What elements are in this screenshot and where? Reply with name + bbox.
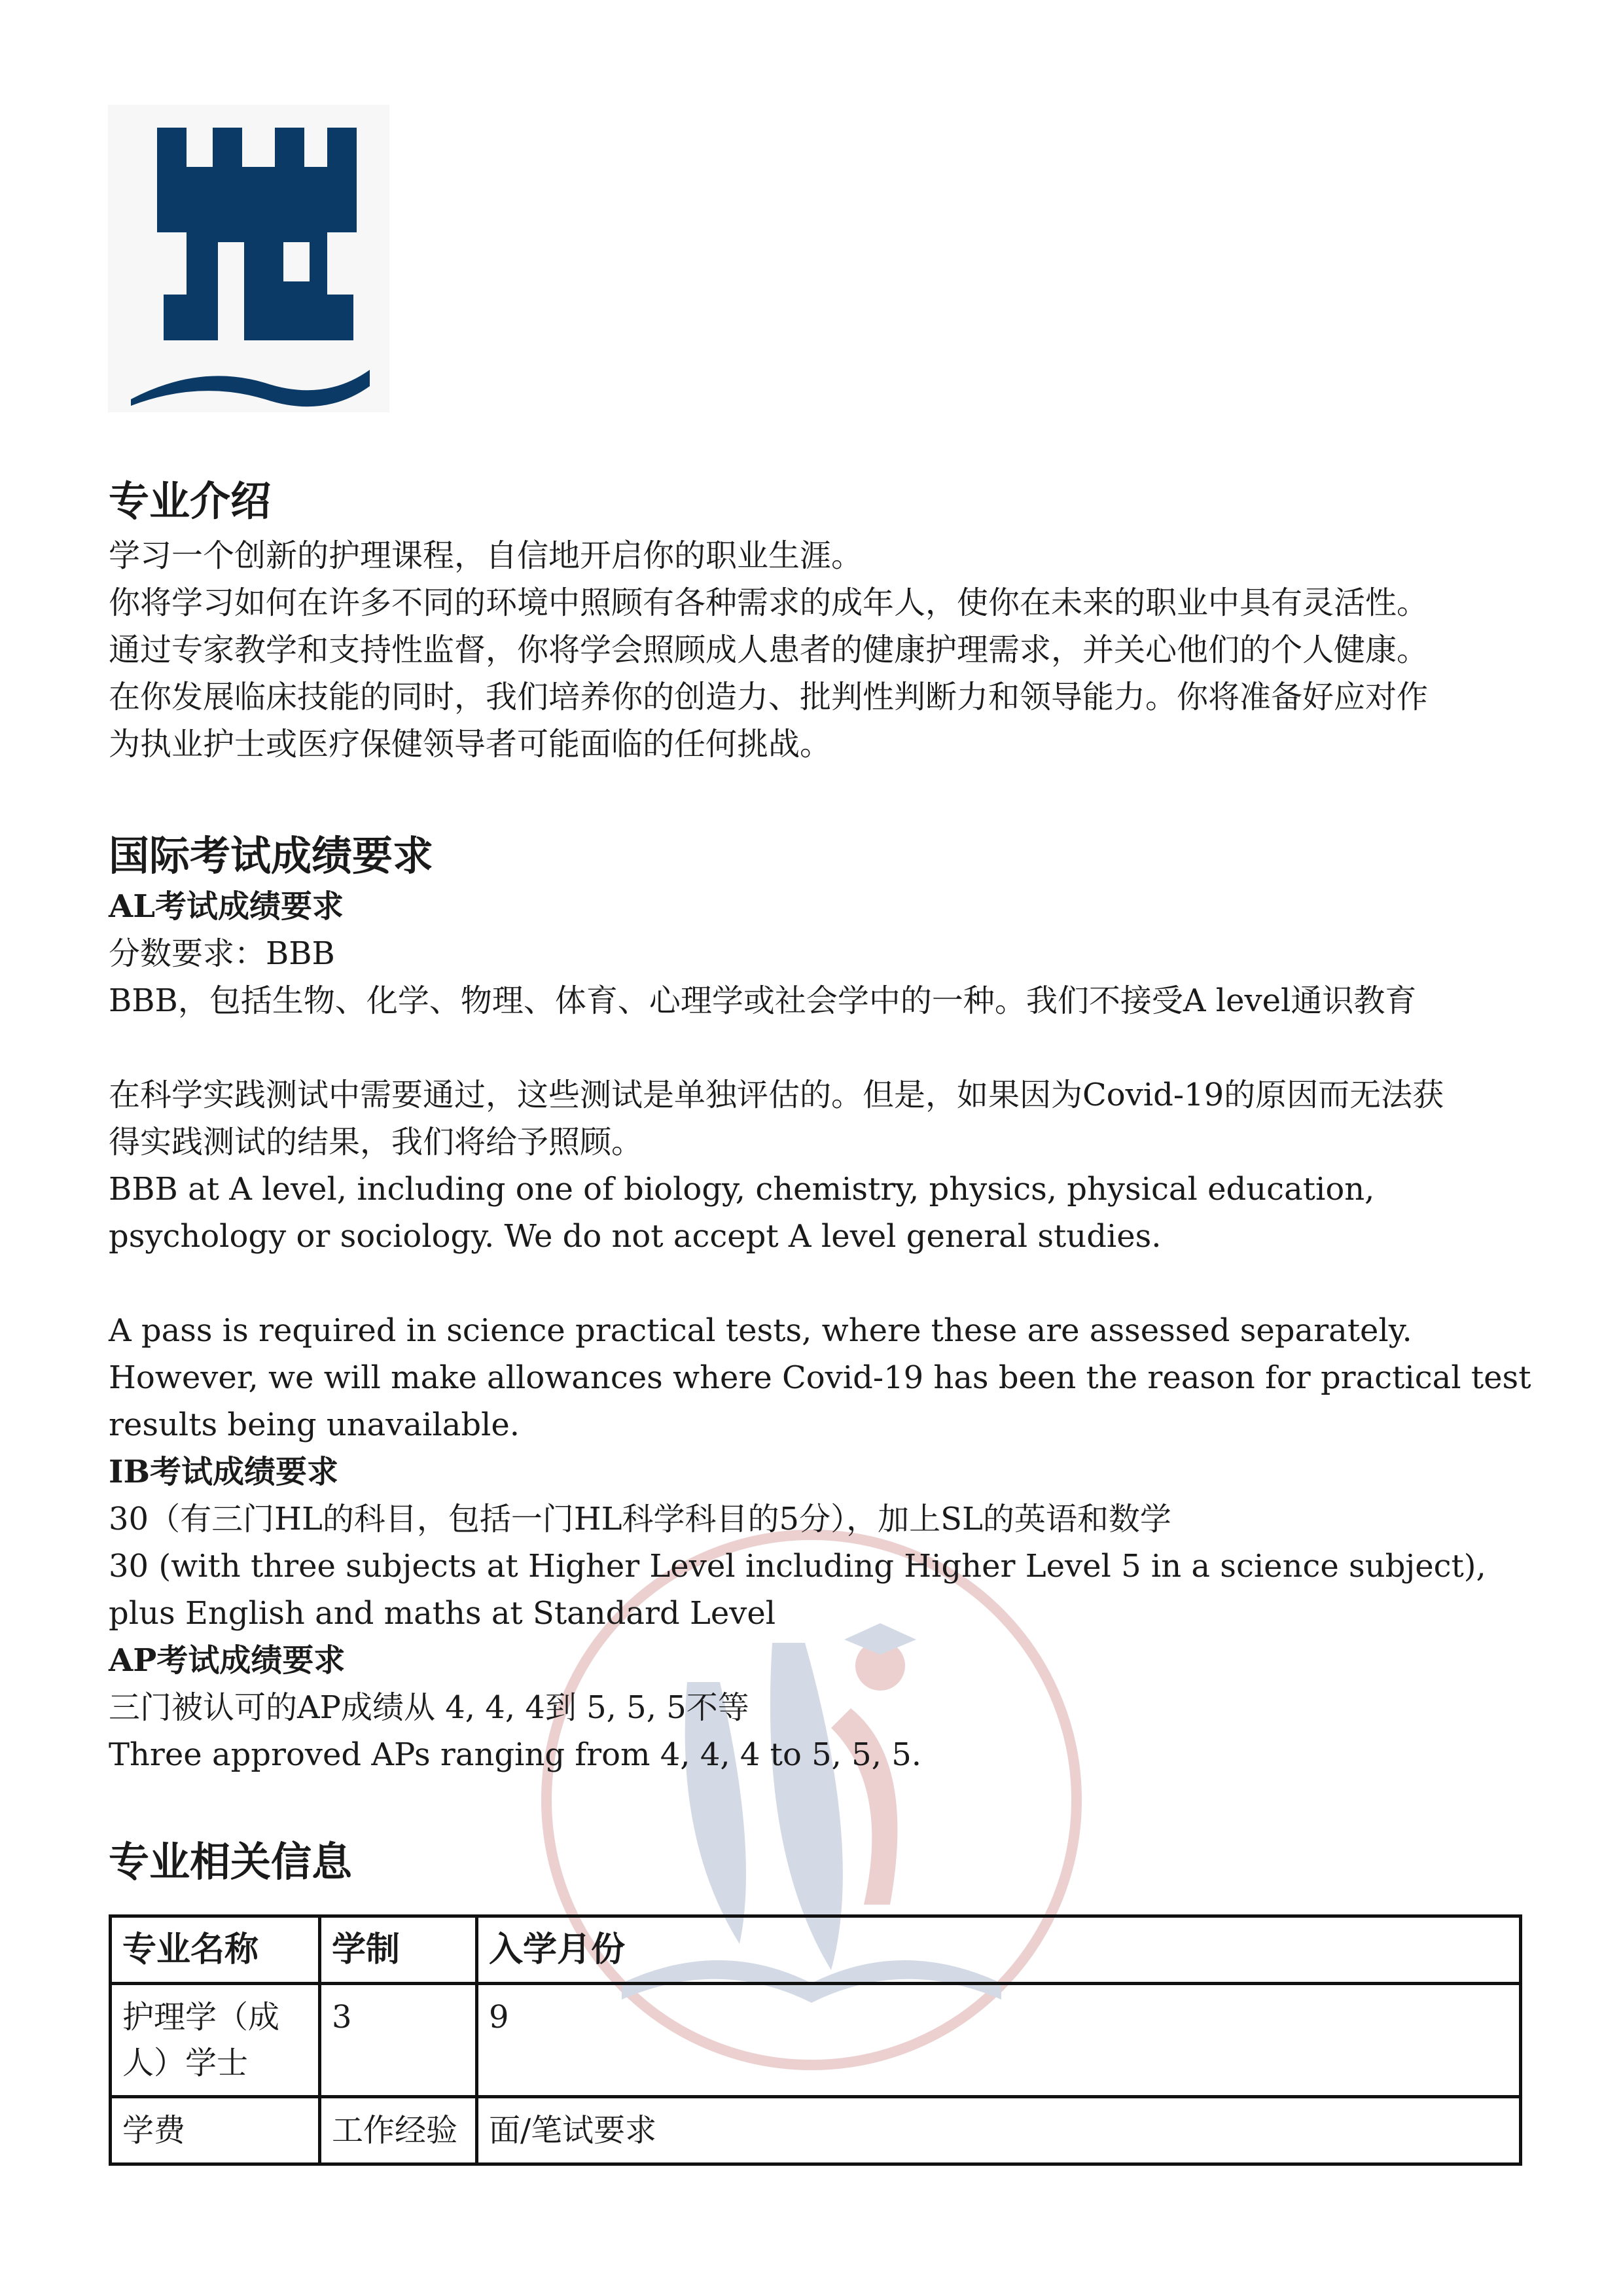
al-line: psychology or sociology. We do not accept A level general studies. xyxy=(109,1218,1162,1255)
table-row xyxy=(111,1984,1521,2097)
program-info-table xyxy=(109,1914,1522,2166)
al-line: 在科学实践测试中需要通过，这些测试是单独评估的。但是，如果因为Covid-19的原因而无法获 xyxy=(109,1077,1444,1113)
intro-line: 为执业护士或医疗保健领导者可能面临的任何挑战。 xyxy=(109,726,832,762)
intro-line: 在你发展临床技能的同时，我们培养你的创造力、批判性判断力和领导能力。你将准备好应对作 xyxy=(109,679,1429,715)
table-header-cell: 入学月份 xyxy=(477,1916,1521,1984)
al-line: BBB at A level, including one of biology, chemistry, physics, physical education, xyxy=(109,1171,1375,1208)
table-cell: 工作经验 xyxy=(320,2097,477,2164)
intro-line: 学习一个创新的护理课程，自信地开启你的职业生涯。 xyxy=(109,537,863,574)
table-header-row xyxy=(111,1916,1521,1984)
table-cell: 9 xyxy=(477,1984,1521,2097)
ib-line: plus English and maths at Standard Level xyxy=(109,1595,776,1632)
section-title-intro: 专业介绍 xyxy=(109,477,272,525)
al-line: results being unavailable. xyxy=(109,1407,520,1443)
al-line: However, we will make allowances where Covid-19 has been the reason for practical test xyxy=(109,1359,1531,1396)
ib-line: 30 (with three subjects at Higher Level including Higher Level 5 in a science subject), xyxy=(109,1548,1486,1585)
table-cell: 护理学（成人）学士 xyxy=(111,1984,320,2097)
table-header-cell: 学制 xyxy=(320,1916,477,1984)
al-line: BBB，包括生物、化学、物理、体育、心理学或社会学中的一种。我们不接受A level通识教育 xyxy=(109,982,1417,1019)
ap-line: Three approved APs ranging from 4, 4, 4 to 5, 5, 5. xyxy=(109,1736,922,1773)
table-header-cell: 专业名称 xyxy=(111,1916,320,1984)
table-cell: 学费 xyxy=(111,2097,320,2164)
subsection-title-ib: IB考试成绩要求 xyxy=(109,1454,339,1490)
table-cell: 3 xyxy=(320,1984,477,2097)
ap-line: 三门被认可的AP成绩从 4, 4, 4到 5, 5, 5不等 xyxy=(109,1689,749,1726)
al-line: 分数要求：BBB xyxy=(109,935,335,972)
intro-line: 通过专家教学和支持性监督，你将学会照顾成人患者的健康护理需求，并关心他们的个人健康。 xyxy=(109,632,1429,668)
subsection-title-al: AL考试成绩要求 xyxy=(109,888,344,925)
al-line: 得实践测试的结果，我们将给予照顾。 xyxy=(109,1124,643,1160)
table-row xyxy=(111,2097,1521,2164)
intro-line: 你将学习如何在许多不同的环境中照顾有各种需求的成年人，使你在未来的职业中具有灵活性。 xyxy=(109,584,1429,621)
section-title-exam: 国际考试成绩要求 xyxy=(109,832,434,880)
subsection-title-ap: AP考试成绩要求 xyxy=(109,1642,346,1679)
section-title-info: 专业相关信息 xyxy=(109,1838,353,1886)
ib-line: 30（有三门HL的科目，包括一门HL科学科目的5分），加上SL的英语和数学 xyxy=(109,1501,1171,1537)
table-cell: 面/笔试要求 xyxy=(477,2097,1521,2164)
al-line: A pass is required in science practical tests, where these are assessed separately. xyxy=(109,1312,1412,1349)
university-logo xyxy=(108,105,389,412)
